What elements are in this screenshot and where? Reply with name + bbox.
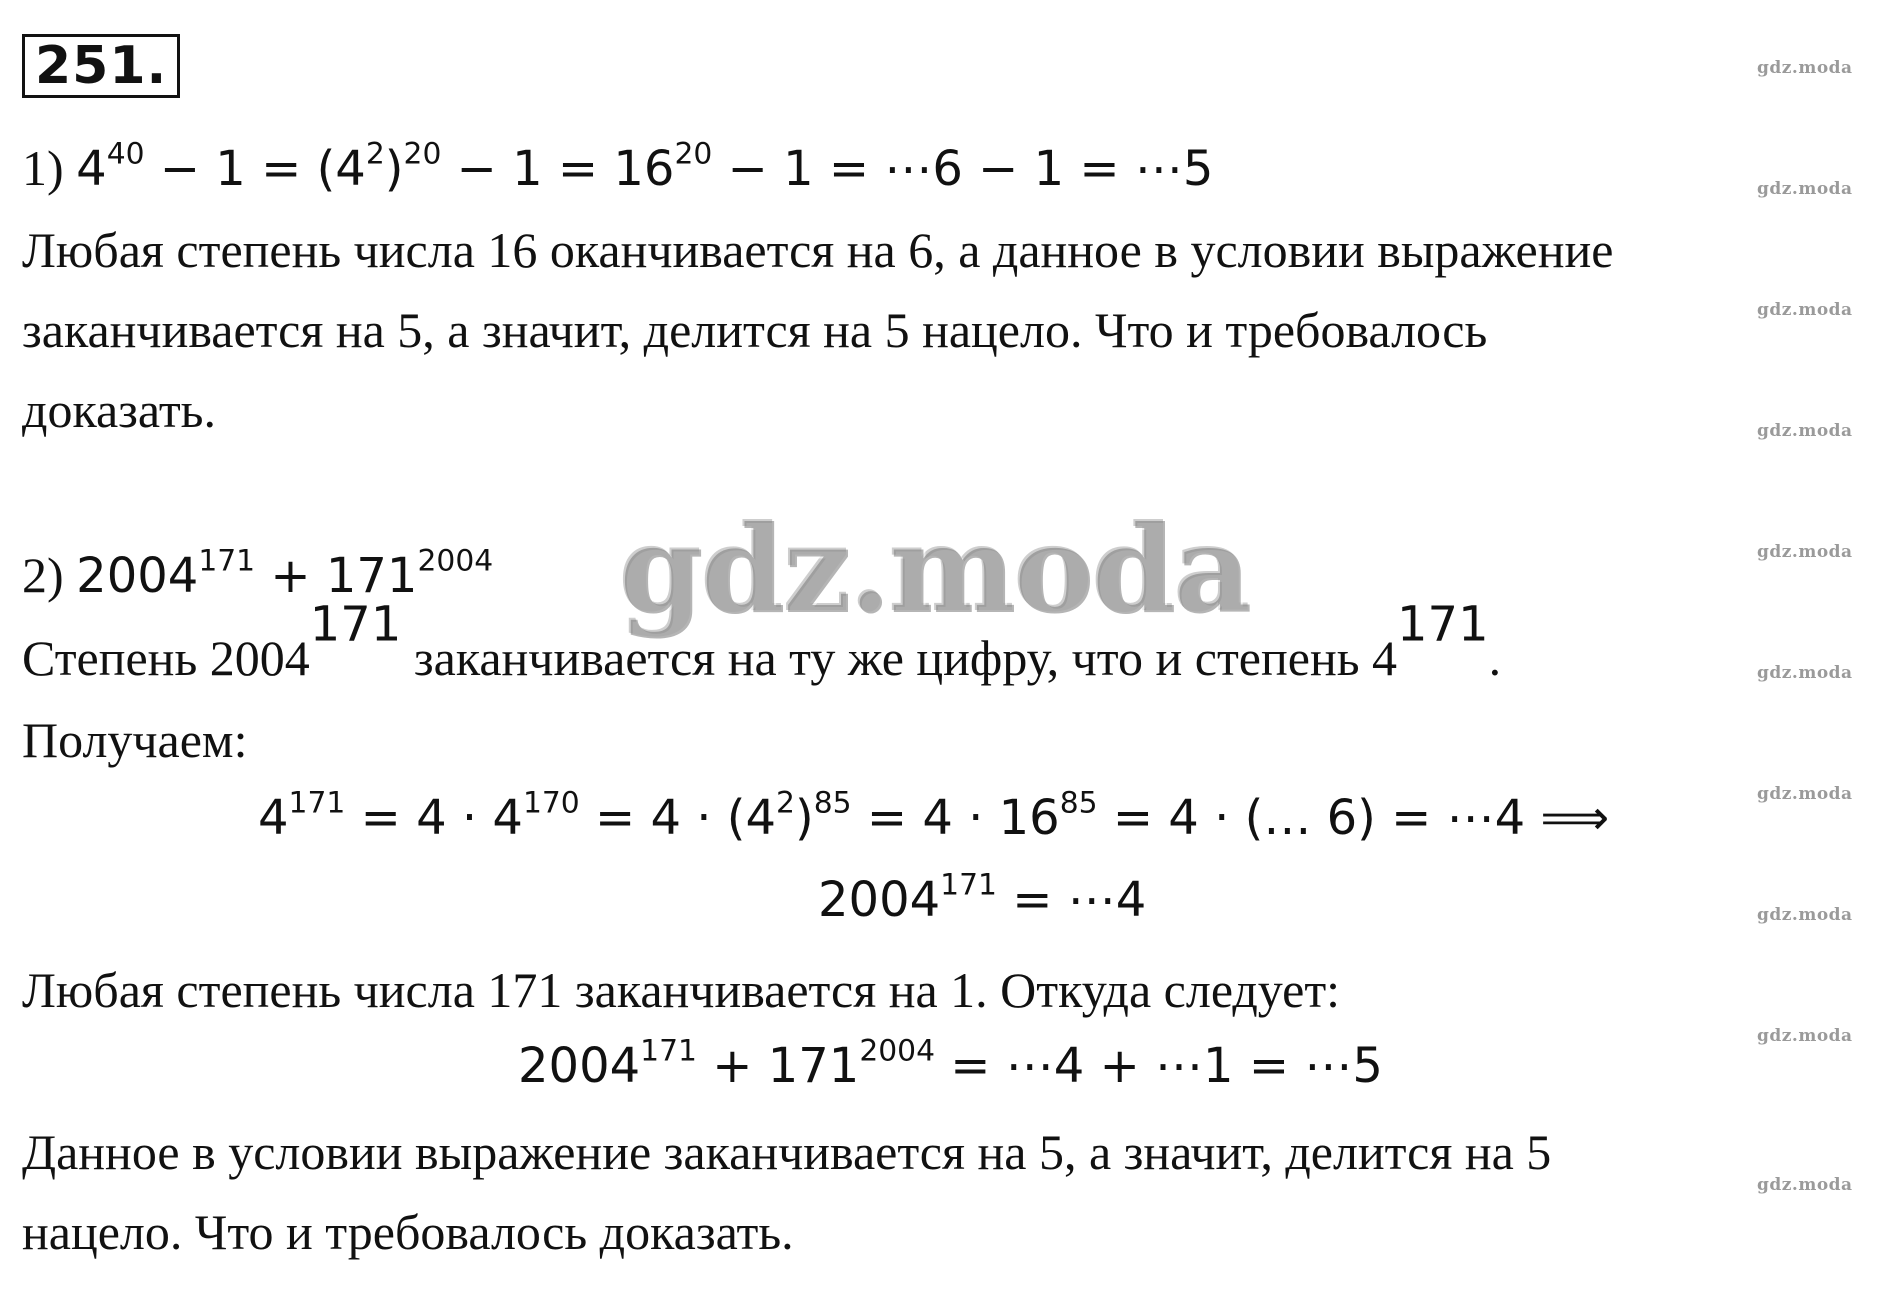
- watermark-logo: gdz.moda: [620, 500, 1251, 641]
- part2-expression: [22, 535, 493, 616]
- watermark-small: gdz.moda: [1757, 542, 1853, 562]
- watermark-small: gdz.moda: [1757, 784, 1853, 804]
- watermark-small: gdz.moda: [1757, 1026, 1853, 1046]
- part1-text-line3: доказать.: [22, 382, 216, 438]
- part1-text-line1: Любая степень числа 16 оканчивается на 6, а данное в условии выражение: [22, 222, 1614, 278]
- part2-text-line1: Степень 2004$^{171}$ заканчивается на ту же цифру, что и степень $4^{171}$.: [22, 596, 1502, 686]
- part2-math: $2004^{171} + 171^{2004}$: [76, 543, 494, 604]
- part2-equation2: $2004^{171}$ = ⋯4: [818, 867, 1147, 928]
- watermark-small: gdz.moda: [1757, 58, 1853, 78]
- part2-equation1: $4^{171} = 4 \cdot 4^{170} = 4 \cdot (4^2)^{85} = 4 \cdot 16^{85} = 4$ · (… 6) = ⋯4 ⟹: [258, 785, 1610, 846]
- part2-equation3: $2004^{171} + 171^{2004}$ = ⋯4 + ⋯1 = ⋯5: [518, 1033, 1383, 1094]
- part2-text-line4: Данное в условии выражение заканчивается на 5, а значит, делится на 5: [22, 1124, 1552, 1180]
- watermark-small: gdz.moda: [1757, 300, 1853, 320]
- part1-label: 1): [22, 140, 64, 196]
- watermark-small: gdz.moda: [1757, 179, 1853, 199]
- watermark-small: gdz.moda: [1757, 1175, 1853, 1195]
- part2-text-line3: Любая степень числа 171 заканчивается на 1. Откуда следует:: [22, 962, 1341, 1018]
- part1-math: $4^{40} - 1 = (4^2)^{20} - 1 = 16^{20} - 1$ = ⋯6 − 1 = ⋯5: [76, 136, 1214, 197]
- part1-equation: [22, 128, 1213, 209]
- part2-label: 2): [22, 547, 64, 603]
- watermark-small: gdz.moda: [1757, 421, 1853, 441]
- part1-text-line2: заканчивается на 5, а значит, делится на 5 нацело. Что и требовалось: [22, 302, 1488, 358]
- watermark-small: gdz.moda: [1757, 663, 1853, 683]
- part2-text-line2: Получаем:: [22, 712, 248, 768]
- part2-text-line5: нацело. Что и требовалось доказать.: [22, 1204, 794, 1260]
- problem-number: 251.: [22, 34, 180, 98]
- watermark-small: gdz.moda: [1757, 905, 1853, 925]
